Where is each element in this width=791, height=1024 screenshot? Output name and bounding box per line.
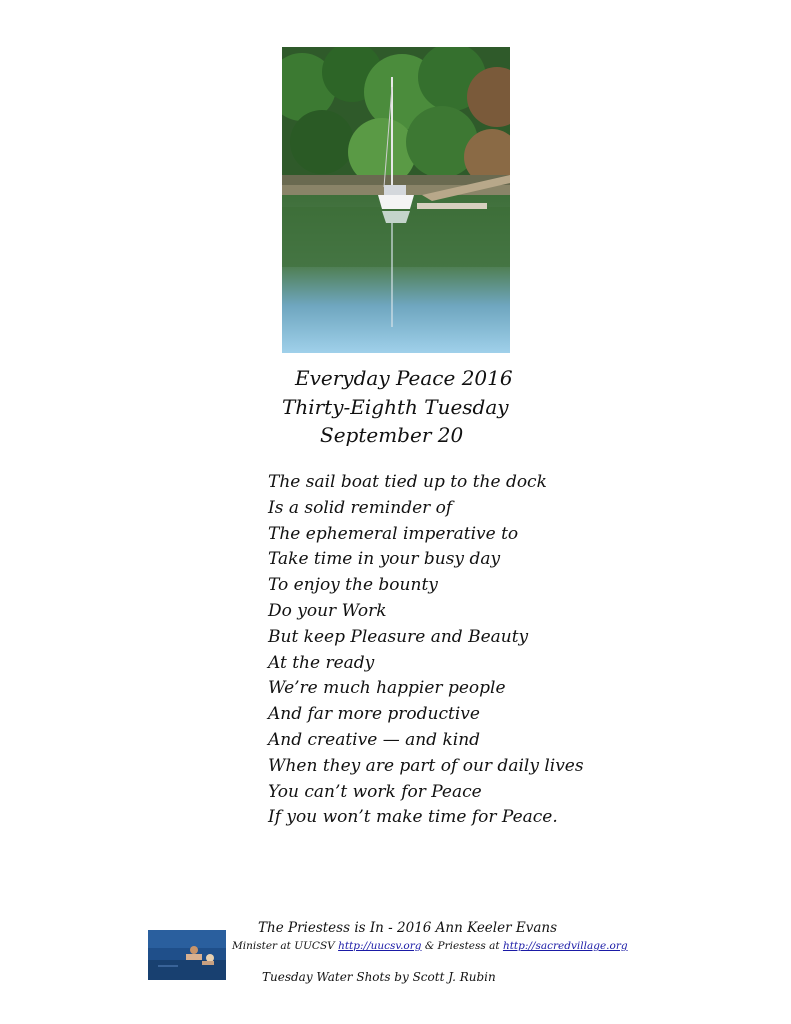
sailboat-image: [282, 47, 510, 353]
poem-line: When they are part of our daily lives: [268, 755, 584, 776]
poem-line: You can’t work for Peace: [268, 781, 482, 802]
footer-middle-text: & Priestess at: [421, 940, 503, 952]
photo-credit: Tuesday Water Shots by Scott J. Rubin: [262, 970, 496, 984]
poem-line: If you won’t make time for Peace.: [268, 807, 558, 828]
swimmers-image: [148, 930, 226, 980]
swimmers-thumbnail: [148, 930, 226, 980]
poem-line: Is a solid reminder of: [268, 497, 453, 518]
uucsv-link[interactable]: http://uucsv.org: [338, 940, 422, 952]
poem-line: We’re much happier people: [268, 678, 506, 699]
poem-line: At the ready: [268, 652, 375, 673]
title-line-2: Thirty-Eighth Tuesday: [282, 395, 509, 419]
poem-line: The sail boat tied up to the dock: [268, 472, 547, 492]
poem-line: But keep Pleasure and Beauty: [268, 626, 529, 647]
title-line-3: September 20: [320, 423, 464, 447]
poem-line: And creative — and kind: [268, 729, 481, 750]
poem-line: And far more productive: [268, 704, 480, 725]
footer-links: [232, 940, 628, 952]
poem-line: To enjoy the bounty: [268, 575, 438, 596]
footer-title: The Priestess is In - 2016 Ann Keeler Evans: [258, 920, 558, 936]
poem-line: Take time in your busy day: [268, 549, 501, 570]
poem: [268, 470, 584, 831]
footer-minister-text: Minister at UUCSV: [232, 940, 339, 952]
poem-line: The ephemeral imperative to: [268, 523, 519, 544]
sacredvillage-link[interactable]: http://sacredvillage.org: [502, 940, 628, 952]
poem-line: Do your Work: [268, 600, 387, 621]
sailboat-photo: [282, 47, 510, 353]
title-line-1: Everyday Peace 2016: [295, 366, 513, 390]
